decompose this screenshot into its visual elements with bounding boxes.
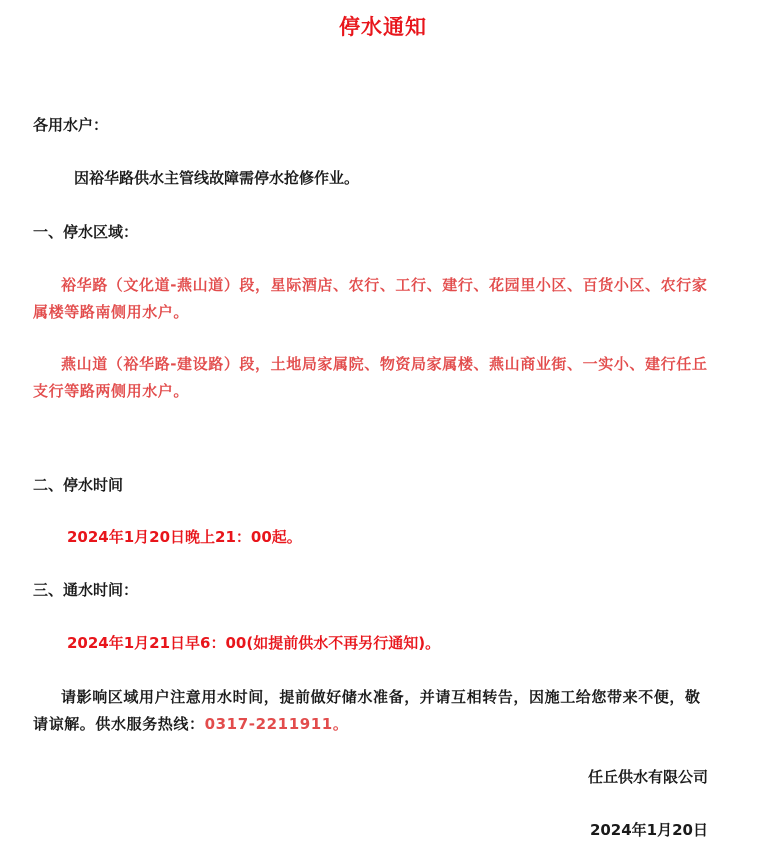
outage-area-2: 燕山道（裕华路-建设路）段，土地局家属院、物资局家属楼、燕山商业街、一实小、建行任丘支行等路两侧用水户。 bbox=[33, 355, 708, 400]
hotline-number: 0317-2211911 bbox=[204, 715, 333, 733]
intro-text: 因裕华路供水主管线故障需停水抢修作业。 bbox=[74, 169, 360, 187]
closing-paragraph bbox=[33, 684, 713, 738]
notice-date: 2024年1月20日 bbox=[589, 821, 708, 839]
salutation: 各用水户： bbox=[33, 116, 109, 134]
section1-heading: 一、停水区域： bbox=[33, 223, 139, 241]
hotline-suffix: 。 bbox=[332, 715, 349, 733]
notice-title: 停水通知 bbox=[339, 15, 427, 39]
closing-text: 请影响区域用户注意用水时间，提前做好储水准备，并请互相转告，因施工给您带来不便，敬请谅解。供水服务热线： bbox=[33, 688, 701, 733]
signature: 任丘供水有限公司 bbox=[587, 768, 708, 786]
section2-heading: 二、停水时间 bbox=[33, 476, 124, 494]
outage-area-1: 裕华路（文化道-燕山道）段，星际酒店、农行、工行、建行、花园里小区、百货小区、农行家属楼等路南侧用水户。 bbox=[33, 276, 708, 321]
restore-time: 2024年1月21日早6：00(如提前供水不再另行通知)。 bbox=[67, 634, 441, 652]
section3-heading: 三、通水时间： bbox=[33, 581, 139, 599]
outage-time: 2024年1月20日晚上21：00起。 bbox=[67, 528, 302, 546]
